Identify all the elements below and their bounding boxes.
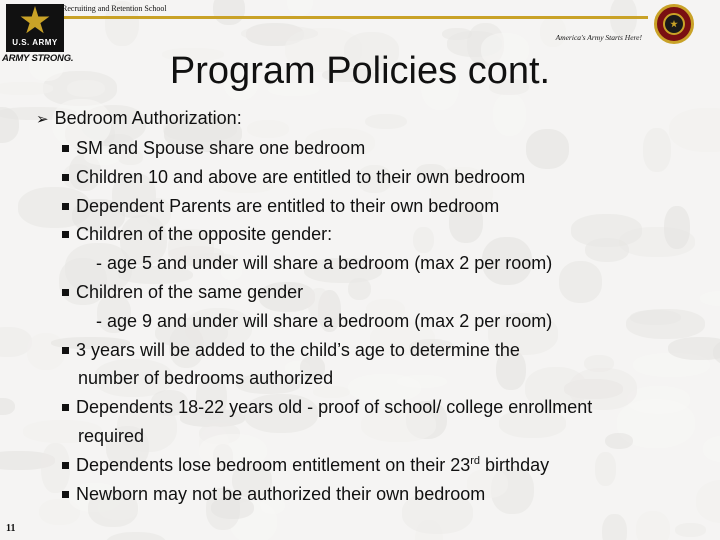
list-item: [62, 393, 702, 451]
square-bullet-icon: [62, 203, 69, 210]
tagline: America's Army Starts Here!: [555, 33, 642, 42]
square-bullet-icon: [62, 404, 69, 411]
list-item-text: Dependents 18-22 years old - proof of school/ college enrollment: [76, 397, 593, 418]
square-bullet-icon: [62, 289, 69, 296]
square-bullet-icon: [62, 145, 69, 152]
us-army-logo: [6, 4, 64, 52]
list-item: [62, 480, 702, 509]
list-item-text: Newborn may not be authorized their own bedroom: [76, 483, 486, 504]
list-item-text-end: birthday: [480, 454, 550, 475]
list-item: [62, 336, 702, 394]
list-item: [62, 163, 702, 192]
army-strong-slogan: ARMY STRONG.: [2, 53, 74, 64]
list-item-continuation: number of bedrooms authorized: [78, 368, 334, 389]
header-divider: [64, 16, 648, 19]
list-item: [62, 278, 702, 336]
ordinal-suffix: rd: [470, 454, 481, 467]
list-item: [62, 451, 702, 480]
list-item-text: Children 10 and above are entitled to their own bedroom: [76, 166, 526, 187]
square-bullet-icon: [62, 491, 69, 498]
list-item-text: SM and Spouse share one bedroom: [76, 138, 366, 158]
arrow-bullet-icon: ➢: [36, 111, 49, 128]
army-star-icon: [20, 6, 50, 36]
list-item-text: 3 years will be added to the child’s age to determine the: [76, 339, 520, 360]
square-bullet-icon: [62, 231, 69, 238]
square-bullet-icon: [62, 174, 69, 181]
school-name: Recruiting and Retention School: [62, 4, 167, 13]
list-item: [62, 192, 702, 221]
list-item-text: Dependent Parents are entitled to their own bedroom: [76, 195, 500, 216]
list-item-subtext: - age 9 and under will share a bedroom (max 2 per room): [96, 310, 553, 331]
square-bullet-icon: [62, 462, 69, 469]
list-item-text: Children of the opposite gender:: [76, 224, 333, 245]
policy-list: [62, 134, 702, 508]
square-bullet-icon: [62, 347, 69, 354]
logo-text: U.S. ARMY: [12, 38, 58, 47]
list-item: [62, 134, 702, 163]
slide-title: Program Policies cont.: [169, 50, 551, 92]
intro-bullet: [36, 108, 242, 129]
list-item-continuation: required: [78, 425, 145, 446]
list-item-subtext: - age 5 and under will share a bedroom (max 2 per room): [96, 253, 553, 274]
list-item-text: Children of the same gender: [76, 281, 304, 302]
list-item: [62, 220, 702, 278]
intro-text: Bedroom Authorization:: [54, 108, 242, 128]
school-seal-icon: [654, 4, 694, 44]
page-number: 11: [6, 523, 16, 534]
list-item-text: Dependents lose bedroom entitlement on their 23: [76, 454, 471, 475]
